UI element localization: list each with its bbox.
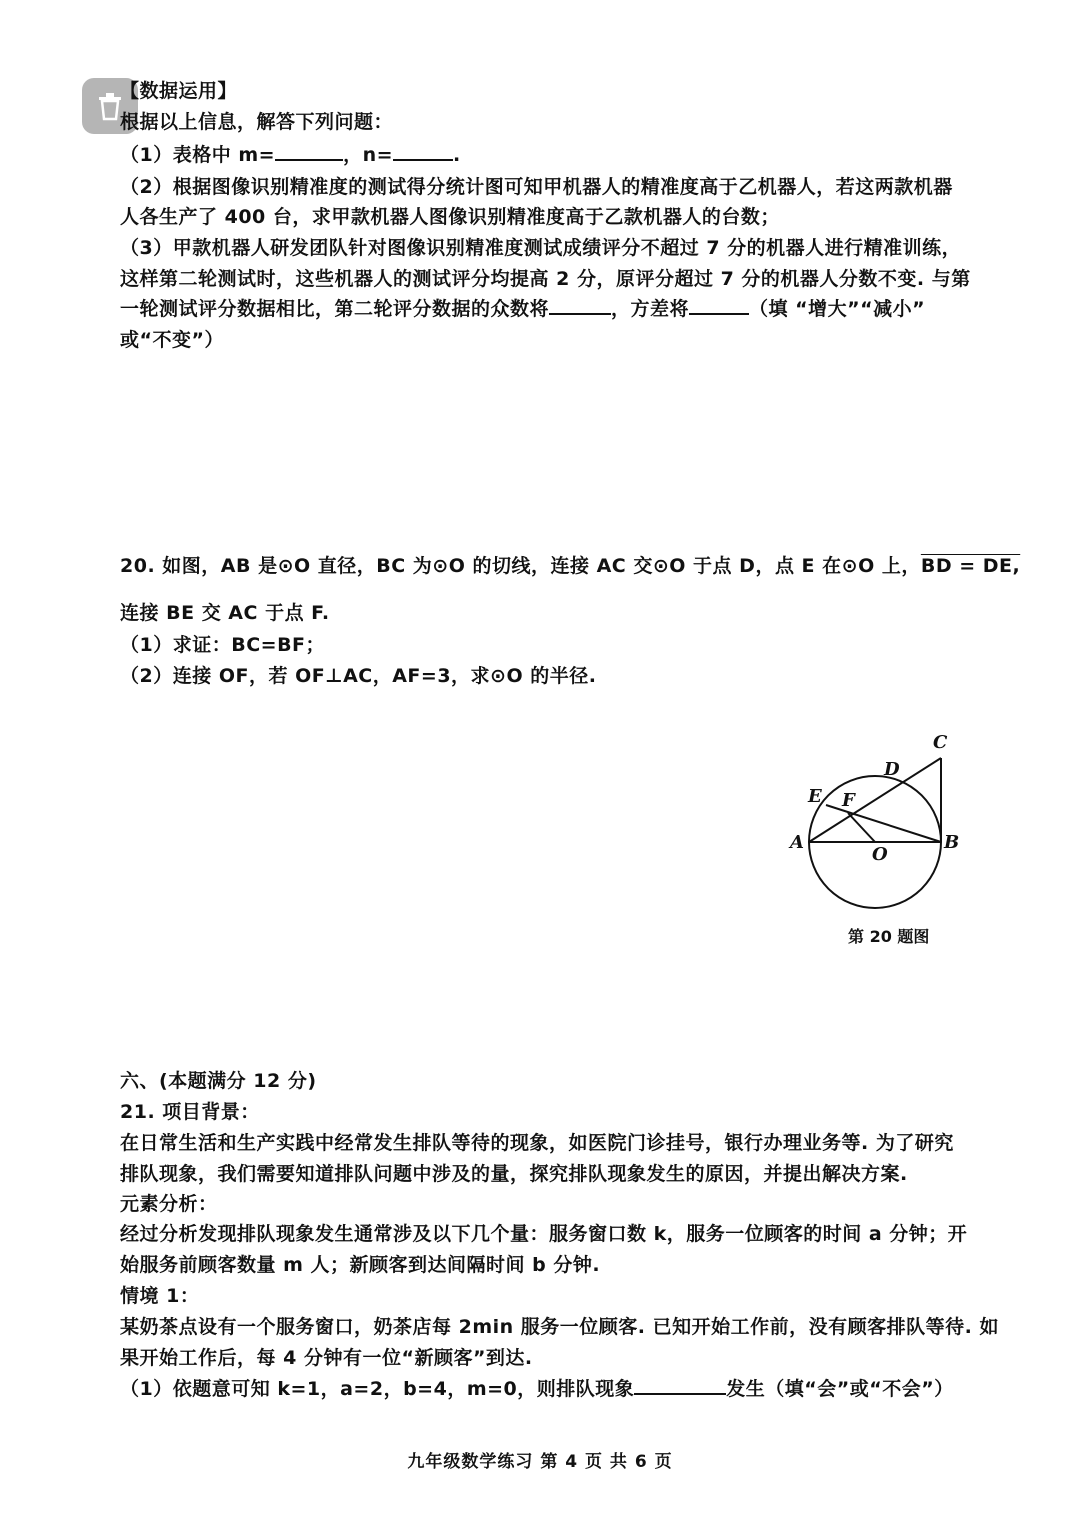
scenario-title: 情境 1： [120,1285,200,1307]
answer-blank-n[interactable] [393,141,453,161]
problem-20-part2: （2）连接 OF，若 OF⊥AC，AF=3，求⊙O 的半径. [120,665,597,687]
q21-title: 21. 项目背景： [120,1101,260,1123]
q1-end: . [453,144,461,166]
question-3-line1: （3）甲款机器人研发团队针对图像识别精准度测试成绩评分不超过 7 分的机器人进行精准训练， [120,237,962,259]
q3-line3c: （填 “增大”“减小” [749,298,926,320]
scenario-line2: 果开始工作后，每 4 分钟有一位“新顾客”到达. [120,1347,533,1369]
label-f: F [842,790,855,811]
q1-mid: ，n= [343,144,394,166]
label-o: O [872,844,888,865]
question-3-line4: 或“不变”） [120,329,224,351]
q3-line3a: 一轮测试评分数据相比，第二轮评分数据的众数将 [120,298,550,320]
scenario-question-1 [120,1374,1010,1404]
intro-text: 根据以上信息，解答下列问题： [120,111,394,133]
question-2-line2: 人各生产了 400 台，求甲款机器人图像识别精准度高于乙款机器人的台数； [120,206,780,228]
figure-caption: 第 20 题图 [848,927,930,946]
elements-title: 元素分析： [120,1193,218,1215]
label-d: D [884,759,900,780]
question-3-line3 [120,294,1010,324]
problem-20-line2: 连接 BE 交 AC 于点 F. [120,602,330,624]
arc-equality: BD = DE, [920,555,1021,577]
page-footer: 九年级数学练习 第 4 页 共 6 页 [407,1452,673,1472]
scenario-line1: 某奶茶点设有一个服务窗口，奶茶店每 2min 服务一位顾客. 已知开始工作前，没有顾客排队等待. 如 [120,1316,999,1338]
answer-blank-variance[interactable] [689,295,749,315]
background-line1: 在日常生活和生产实践中经常发生排队等待的现象，如医院门诊挂号，银行办理业务等. 为了研究 [120,1132,954,1154]
label-a: A [790,832,804,853]
elements-line2: 始服务前顾客数量 m 人；新顾客到达间隔时间 b 分钟. [120,1254,601,1276]
figure-20 [780,720,980,920]
q3-line3b: ，方差将 [611,298,690,320]
answer-blank-queue[interactable] [634,1375,726,1395]
p20-statement: 20. 如图，AB 是⊙O 直径，BC 为⊙O 的切线，连接 AC 交⊙O 于点 D，点 E 在⊙O 上， [120,555,921,577]
label-c: C [933,732,948,753]
problem-20-line1 [120,551,1021,581]
question-1 [120,140,1010,170]
answer-blank-mode[interactable] [549,295,611,315]
sc-q1b: 发生（填“会”或“不会”） [726,1378,954,1400]
label-e: E [808,786,822,807]
sc-q1a: （1）依题意可知 k=1，a=2，b=4，m=0，则排队现象 [120,1378,635,1400]
question-3-line2: 这样第二轮测试时，这些机器人的测试评分均提高 2 分，原评分超过 7 分的机器人分数不变. 与第 [120,268,971,290]
data-use-heading: 【数据运用】 [120,80,238,102]
problem-20-part1: （1）求证：BC=BF； [120,634,326,656]
background-line2: 排队现象，我们需要知道排队问题中涉及的量，探究排队现象发生的原因，并提出解决方案. [120,1163,908,1185]
elements-line1: 经过分析发现排队现象发生通常涉及以下几个量：服务窗口数 k，服务一位顾客的时间 a 分钟；开 [120,1223,968,1245]
answer-blank-m[interactable] [275,141,343,161]
q1-prefix: （1）表格中 m= [120,144,276,166]
question-2-line1: （2）根据图像识别精准度的测试得分统计图可知甲机器人的精准度高于乙机器人，若这两款机器 [120,176,953,198]
section-6-heading: 六、(本题满分 12 分) [120,1070,317,1092]
label-b: B [944,832,960,853]
segment-ac [809,758,941,842]
